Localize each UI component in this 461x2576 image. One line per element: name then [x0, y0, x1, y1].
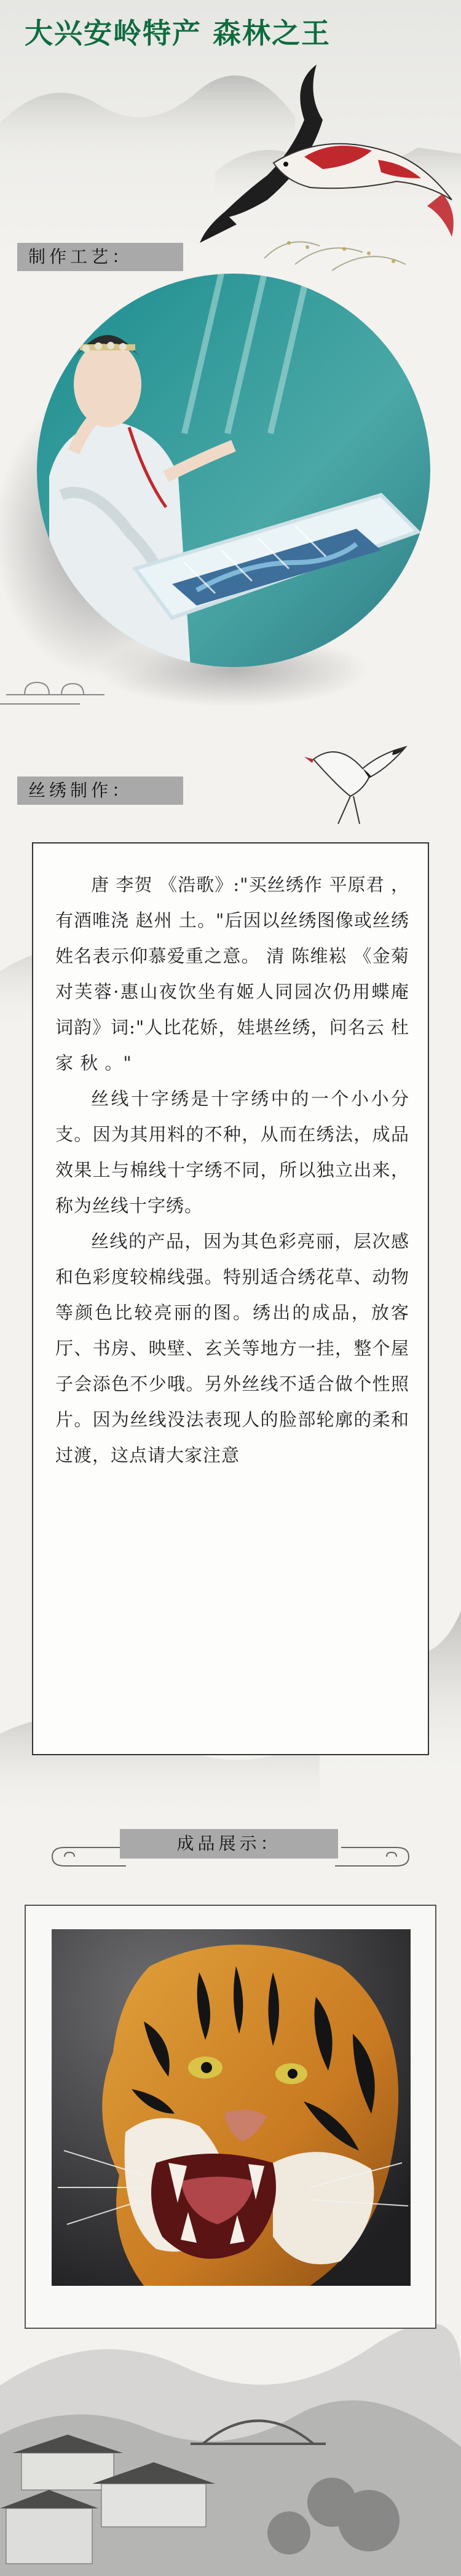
article-paragraph: 唐 李贺 《浩歌》:"买丝绣作 平原君 ，有酒唯浇 赵州 土。"后因以丝绣图像或丝绣姓名表示仰慕爱重之意。 清 陈维崧 《金菊对芙蓉·惠山夜饮坐有姬人同园次仍用蝶庵词韵》词:"人比花娇，娃堪丝绣，问名云 杜家 秋 。" — [55, 874, 409, 1073]
auspicious-cloud-icon — [335, 1835, 415, 1872]
koi-fish-icon — [200, 58, 458, 243]
showcase-frame — [25, 1905, 436, 2329]
article-paragraph: 丝线十字绣是十字绣中的一个小小分支。因为其用料的不种，从而在绣法，成品效果上与棉线十字绣不同，所以独立出来，称为丝线十字绣。 — [55, 1088, 409, 1216]
section-label-showcase: 成品展示： — [120, 1829, 338, 1859]
auspicious-cloud-icon — [46, 1835, 126, 1872]
embroidery-photo — [37, 274, 430, 667]
article-box — [32, 842, 429, 1755]
auspicious-cloud-icon — [0, 676, 123, 713]
section-label-craft: 制作工艺： — [17, 243, 183, 271]
crane-bird-icon — [301, 735, 412, 827]
article-paragraph: 丝线的产品，因为其色彩亮丽，层次感和色彩度较棉线强。特别适合绣花草、动物等颜色比较亮丽的图。绣出的成品，放客厅、书房、映壁、玄关等地方一挂，整个屋子会添色不少哦。另外丝线不适合做个性照片。因为丝线没法表现人的脸部轮廓的柔和过渡，这点请大家注意 — [55, 1231, 409, 1466]
page-title: 大兴安岭特产 森林之王 — [25, 17, 331, 50]
tiger-embroidery-image — [52, 1929, 411, 2286]
section-label-making: 丝绣制作： — [17, 776, 183, 805]
